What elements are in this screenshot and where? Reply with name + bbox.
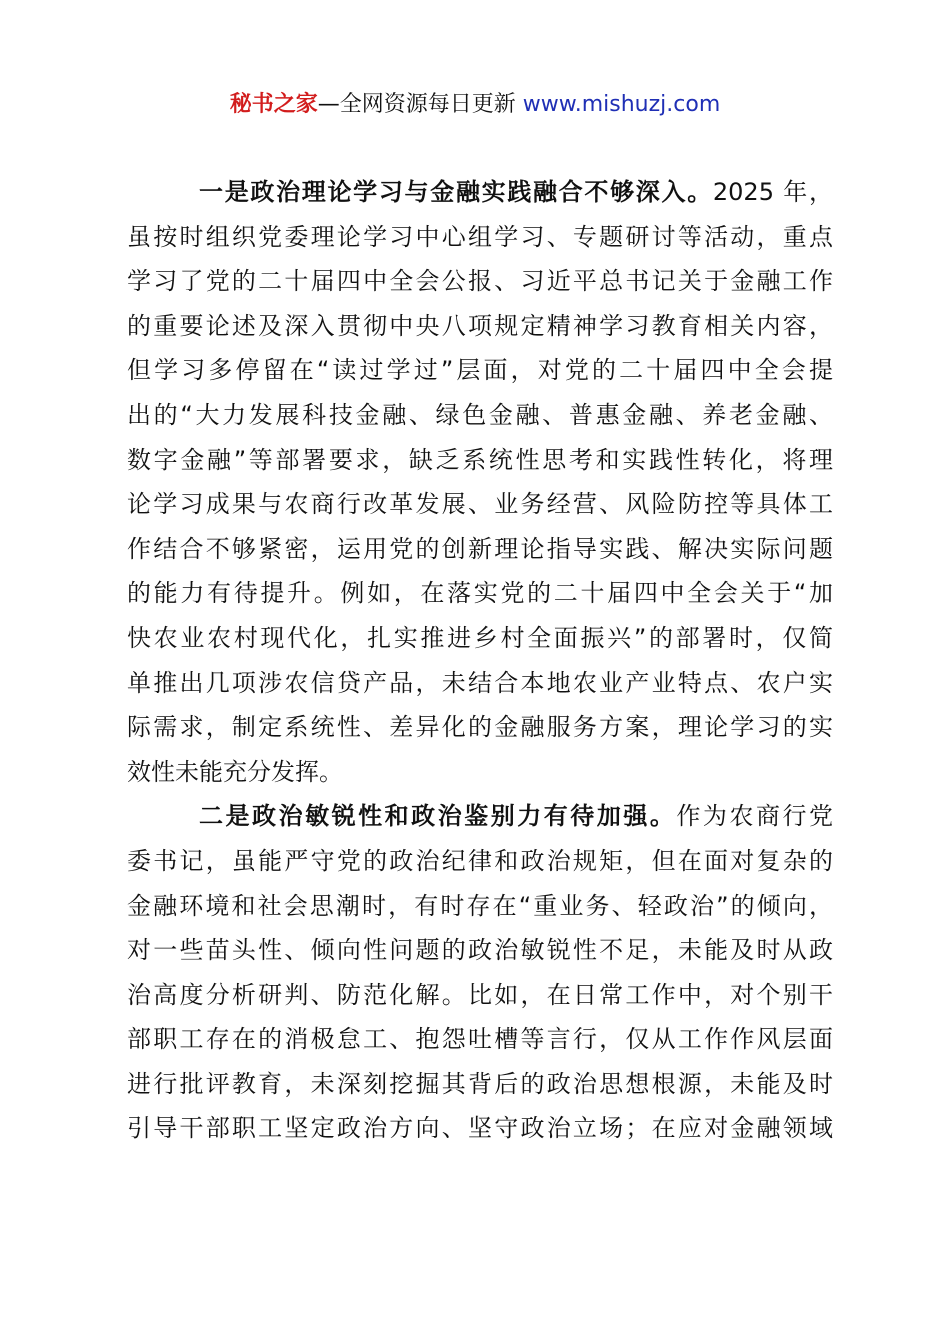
paragraph-lead: 二是政治敏锐性和政治鉴别力有待加强。	[199, 802, 677, 831]
paragraph-line: 但学习多停留在“读过学过”层面，对党的二十届四中全会提	[127, 356, 833, 385]
paragraph-line: 虽按时组织党委理论学习中心组学习、专题研讨等活动，重点	[127, 222, 833, 251]
header-url-link[interactable]: www.mishuzj.com	[522, 92, 721, 117]
paragraph-line: 快农业农村现代化，扎实推进乡村全面振兴”的部署时，仅简	[127, 623, 833, 652]
paragraph-line: 出的“大力发展科技金融、绿色金融、普惠金融、养老金融、	[127, 400, 833, 429]
paragraph-line: 引导干部职工坚定政治方向、坚守政治立场；在应对金融领域	[127, 1114, 833, 1143]
paragraph-line: 单推出几项涉农信贷产品，未结合本地农业产业特点、农户实	[127, 668, 833, 697]
header-brand: 秘书之家	[229, 92, 318, 117]
paragraph-line: 金融环境和社会思潮时，有时存在“重业务、轻政治”的倾向，	[127, 891, 833, 920]
paragraph-line: 二是政治敏锐性和政治鉴别力有待加强。作为农商行党	[199, 802, 833, 831]
paragraph-1	[127, 170, 833, 794]
paragraph-line: 效性未能充分发挥。	[127, 757, 343, 786]
paragraph-line: 委书记，虽能严守党的政治纪律和政治规矩，但在面对复杂的	[127, 846, 833, 875]
paragraph-line: 的重要论述及深入贯彻中央八项规定精神学习教育相关内容，	[127, 311, 833, 340]
document-body	[127, 170, 833, 1151]
paragraph-line: 对一些苗头性、倾向性问题的政治敏锐性不足，未能及时从政	[127, 936, 833, 965]
paragraph-2	[127, 794, 833, 1151]
page-header	[0, 88, 950, 122]
paragraph-line: 部职工存在的消极怠工、抱怨吐槽等言行，仅从工作作风层面	[127, 1025, 833, 1054]
paragraph-line: 际需求，制定系统性、差异化的金融服务方案，理论学习的实	[127, 713, 833, 742]
paragraph-line: 作结合不够紧密，运用党的创新理论指导实践、解决实际问题	[127, 534, 833, 563]
paragraph-line: 论学习成果与农商行改革发展、业务经营、风险防控等具体工	[127, 490, 833, 519]
header-tagline: —全网资源每日更新	[317, 92, 523, 117]
paragraph-line: 一是政治理论学习与金融实践融合不够深入。2025 年，	[199, 178, 833, 206]
paragraph-line: 学习了党的二十届四中全会公报、习近平总书记关于金融工作	[127, 267, 833, 296]
paragraph-line: 进行批评教育，未深刻挖掘其背后的政治思想根源，未能及时	[127, 1069, 833, 1098]
paragraph-lead: 一是政治理论学习与金融实践融合不够深入。	[199, 178, 713, 206]
paragraph-line: 治高度分析研判、防范化解。比如，在日常工作中，对个别干	[127, 980, 833, 1009]
paragraph-line: 的能力有待提升。例如，在落实党的二十届四中全会关于“加	[127, 579, 833, 608]
paragraph-line: 数字金融”等部署要求，缺乏系统性思考和实践性转化，将理	[127, 445, 833, 474]
